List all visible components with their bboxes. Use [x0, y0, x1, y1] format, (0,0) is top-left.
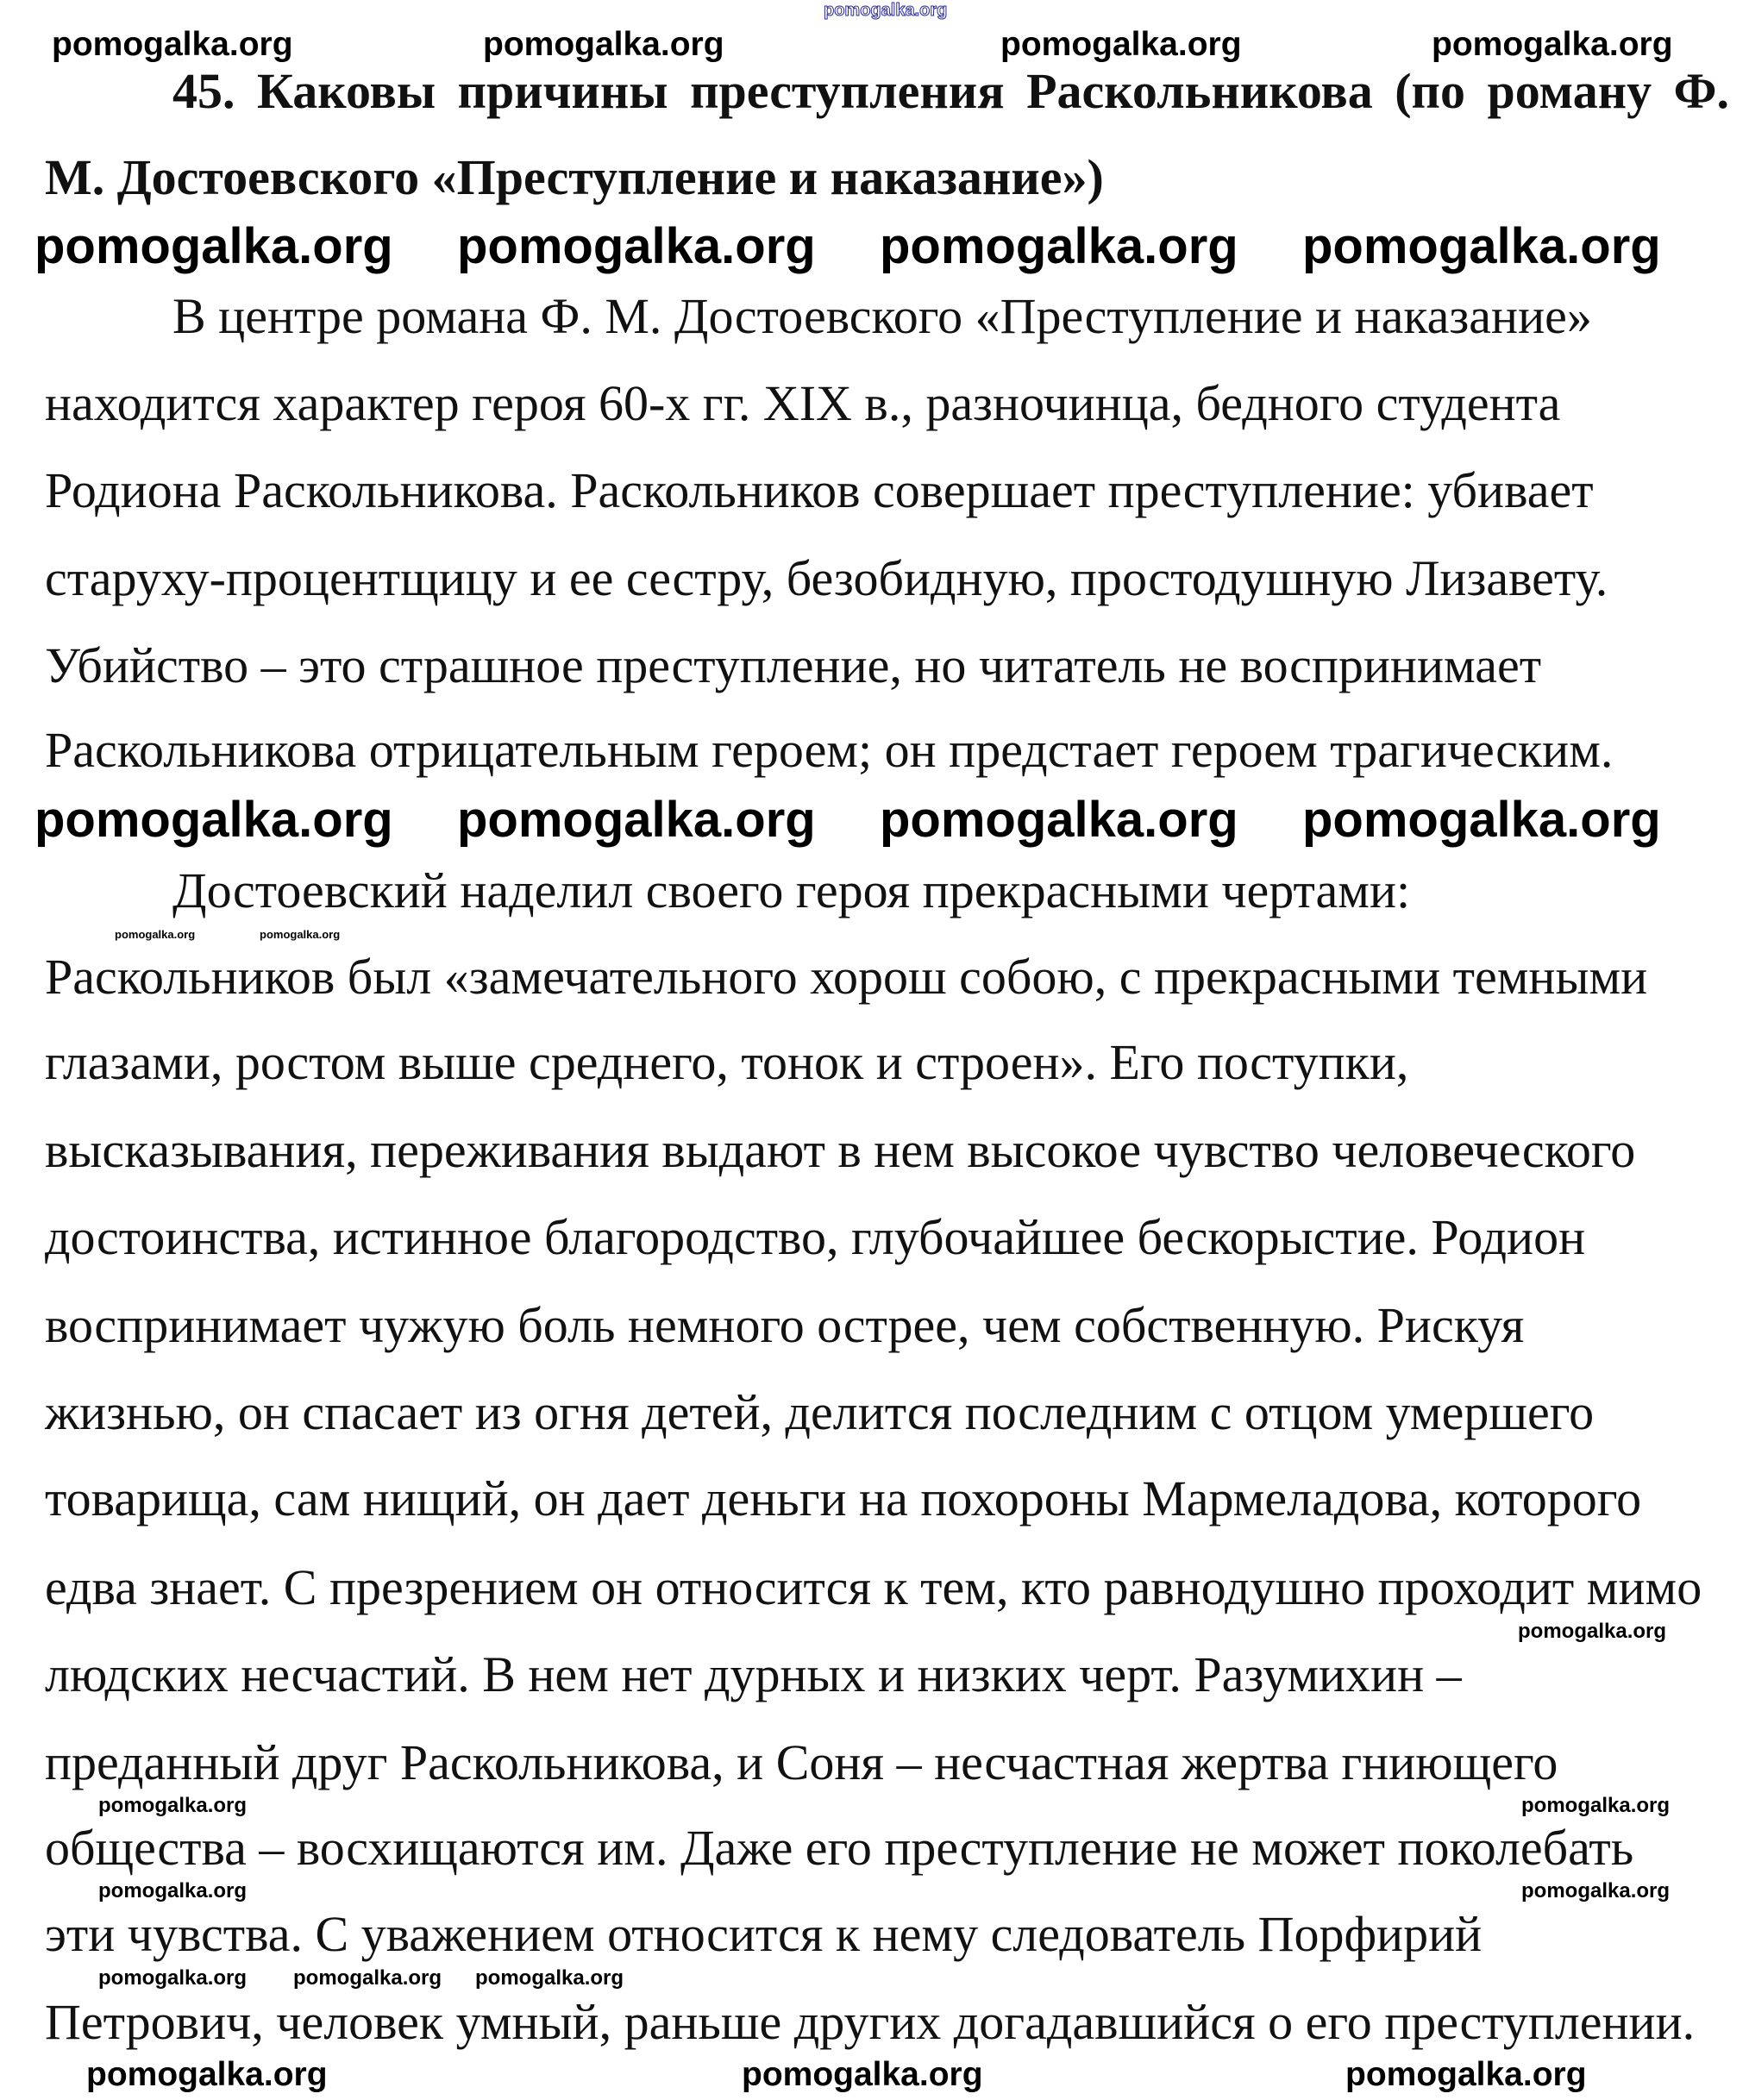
title-line-2: М. Достоевского «Преступление и наказание»)	[45, 149, 1104, 205]
text-line: Раскольникова отрицательным героем; он предстает героем трагическим.	[45, 722, 1614, 778]
text-line: эти чувства. С уважением относится к нему следователь Порфирий	[45, 1906, 1483, 1962]
text-line: В центре романа Ф. М. Достоевского «Преступление и наказание»	[172, 288, 1592, 344]
watermark: pomogalka.org	[52, 26, 293, 63]
watermark: pomogalka.org	[1432, 26, 1673, 63]
watermark: pomogalka.org	[1345, 2056, 1587, 2093]
text-line: высказывания, переживания выдают в нем высокое чувство человеческого	[45, 1122, 1636, 1178]
watermark: pomogalka.org	[86, 2056, 328, 2093]
text-line: жизнью, он спасает из огня детей, делится последним с отцом умершего	[45, 1384, 1595, 1440]
text-line: Родиона Раскольникова. Раскольников совершает преступление: убивает	[45, 462, 1594, 518]
watermark: pomogalka.org	[742, 2056, 983, 2093]
watermark: pomogalka.org	[457, 792, 816, 848]
watermark: pomogalka.org	[1302, 218, 1661, 274]
watermark: pomogalka.org	[1000, 26, 1242, 63]
text-line: Достоевский наделил своего героя прекрасными чертами:	[172, 862, 1411, 918]
text-line: Убийство – это страшное преступление, но читатель не воспринимает	[45, 637, 1542, 693]
watermark: pomogalka.org	[98, 1879, 248, 1903]
watermark: pomogalka.org	[293, 1966, 442, 1990]
text-line: глазами, ростом выше среднего, тонок и строен». Его поступки,	[45, 1034, 1409, 1090]
watermark: pomogalka.org	[880, 792, 1238, 848]
watermark: pomogalka.org	[1521, 1879, 1671, 1903]
watermark: pomogalka.org	[1302, 792, 1661, 848]
watermark: pomogalka.org	[115, 928, 196, 941]
watermark: pomogalka.org	[880, 218, 1238, 274]
watermark: pomogalka.org	[475, 1966, 624, 1990]
text-line: Петрович, человек умный, раньше других догадавшийся о его преступлении.	[45, 1994, 1696, 2050]
title-line-1: 45. Каковы причины преступления Раскольникова (по роману Ф.	[172, 63, 1729, 119]
text-line: находится характер героя 60-х гг. XIX в., разночинца, бедного студента	[45, 375, 1561, 431]
watermark: pomogalka.org	[1521, 1794, 1671, 1817]
watermark: pomogalka.org	[98, 1794, 248, 1817]
text-line: едва знает. С презрением он относится к тем, кто равнодушно проходит мимо	[45, 1559, 1702, 1615]
text-line: товарища, сам нищий, он дает деньги на похороны Мармеладова, которого	[45, 1470, 1642, 1526]
watermark: pomogalka.org	[260, 928, 341, 941]
watermark: pomogalka.org	[98, 1966, 248, 1990]
watermark: pomogalka.org	[824, 1, 948, 20]
text-line: общества – восхищаются им. Даже его преступление не может поколебать	[45, 1820, 1634, 1876]
watermark: pomogalka.org	[1518, 1620, 1667, 1643]
watermark: pomogalka.org	[34, 218, 393, 274]
watermark: pomogalka.org	[34, 792, 393, 848]
text-line: преданный друг Раскольникова, и Соня – несчастная жертва гниющего	[45, 1734, 1558, 1790]
text-line: старуху-процентщицу и ее сестру, безобидную, простодушную Лизавету.	[45, 550, 1608, 606]
text-line: воспринимает чужую боль немного острее, чем собственную. Рискуя	[45, 1297, 1525, 1353]
watermark: pomogalka.org	[457, 218, 816, 274]
text-line: людских несчастий. В нем нет дурных и низких черт. Разумихин –	[45, 1646, 1462, 1702]
text-line: Раскольников был «замечательного хорош собою, с прекрасными темными	[45, 949, 1648, 1005]
text-line: достоинства, истинное благородство, глубочайшее бескорыстие. Родион	[45, 1209, 1586, 1265]
watermark: pomogalka.org	[483, 26, 724, 63]
